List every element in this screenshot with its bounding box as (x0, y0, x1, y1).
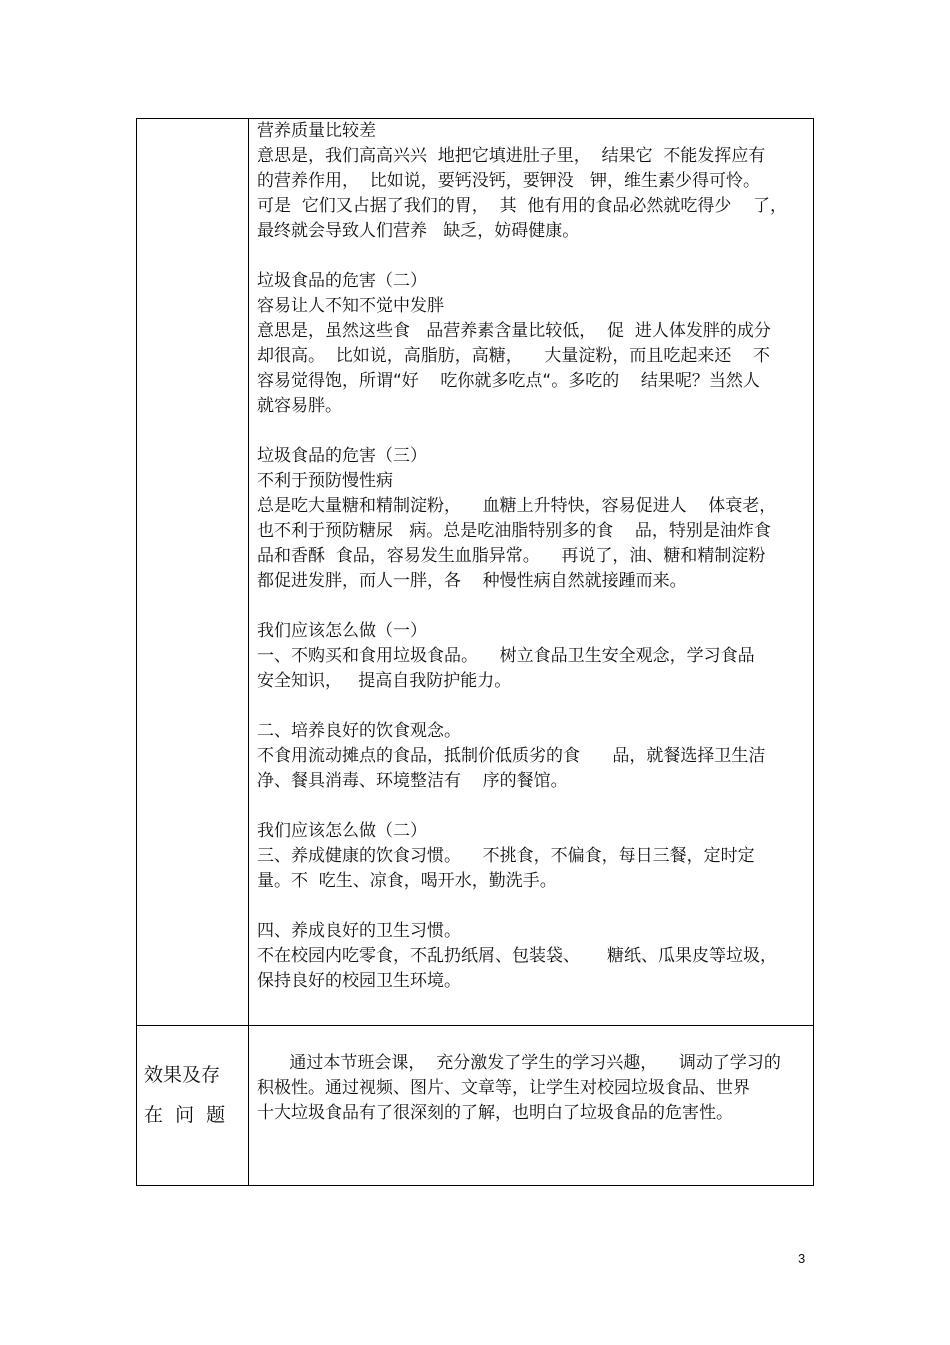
content-line: 意思是，我们高高兴兴 地把它填进肚子里， 结果它 不能发挥应有 (257, 146, 766, 166)
table-row-divider (136, 1025, 814, 1026)
content-line: 我们应该怎么做（二） (257, 821, 427, 841)
content-line: 保持良好的校园卫生环境。 (257, 971, 461, 991)
content-line: 量。不 吃生、凉食，喝开水，勤洗手。 (257, 871, 557, 891)
effect-label-line-2: 在 问 题 (144, 1104, 226, 1126)
page-number: 3 (798, 1251, 806, 1266)
effect-line: 积极性。通过视频、图片、文章等，让学生对校园垃圾食品、世界 (257, 1078, 750, 1098)
content-line: 品和香酥 食品，容易发生血脂异常。 再说了，油、糖和精制淀粉 (257, 546, 766, 566)
content-line: 意思是，虽然这些食 品营养素含量比较低， 促 进人体发胖的成分 (257, 321, 771, 341)
content-line: 的营养作用， 比如说，要钙没钙，要钾没 钾，维生素少得可怜。 (257, 171, 761, 191)
content-line: 就容易胖。 (257, 396, 342, 416)
content-line: 总是吃大量糖和精制淀粉， 血糖上升特快，容易促进人 体衰老， (257, 496, 777, 516)
content-line: 都促进发胖，而人一胖，各 种慢性病自然就接踵而来。 (257, 571, 687, 591)
content-line: 却很高。 比如说，高脂肪，高糖， 大量淀粉，而且吃起来还 不 (257, 346, 771, 366)
content-line: 不食用流动摊点的食品，抵制价低质劣的食 品，就餐选择卫生洁 (257, 746, 766, 766)
content-line: 容易让人不知不觉中发胖 (257, 296, 444, 316)
content-line: 三、养成健康的饮食习惯。 不挑食，不偏食，每日三餐，定时定 (257, 846, 755, 866)
content-line: 二、培养良好的饮食观念。 (257, 721, 461, 741)
content-line: 容易觉得饱，所谓“好 吃你就多吃点“。多吃的 结果呢？当然人 (257, 371, 760, 391)
content-line: 不利于预防慢性病 (257, 471, 393, 491)
content-line: 垃圾食品的危害（二） (257, 271, 427, 291)
effect-line: 通过本节班会课， 充分激发了学生的学习兴趣， 调动了学习的 (257, 1053, 781, 1073)
content-line: 安全知识， 提高自我防护能力。 (257, 671, 512, 691)
effect-label-line-1: 效果及存 (144, 1064, 221, 1086)
content-line: 垃圾食品的危害（三） (257, 446, 427, 466)
content-line: 最终就会导致人们营养 缺乏，妨碍健康。 (257, 221, 580, 241)
effect-line: 十大垃圾食品有了很深刻的了解，也明白了垃圾食品的危害性。 (257, 1103, 733, 1123)
content-line: 营养质量比较差 (257, 121, 376, 141)
content-line: 一、不购买和食用垃圾食品。 树立食品卫生安全观念，学习食品 (257, 646, 755, 666)
content-line: 可是 它们又占据了我们的胃， 其 他有用的食品必然就吃得少 了， (257, 196, 788, 216)
content-line: 也不利于预防糖尿 病。总是吃油脂特别多的食 品，特别是油炸食 (257, 521, 771, 541)
content-line: 不在校园内吃零食，不乱扔纸屑、包装袋、 糖纸、瓜果皮等垃圾， (257, 946, 778, 966)
content-line: 净、餐具消毒、环境整洁有 序的餐馆。 (257, 771, 568, 791)
content-line: 四、养成良好的卫生习惯。 (257, 921, 461, 941)
content-line: 我们应该怎么做（一） (257, 621, 427, 641)
